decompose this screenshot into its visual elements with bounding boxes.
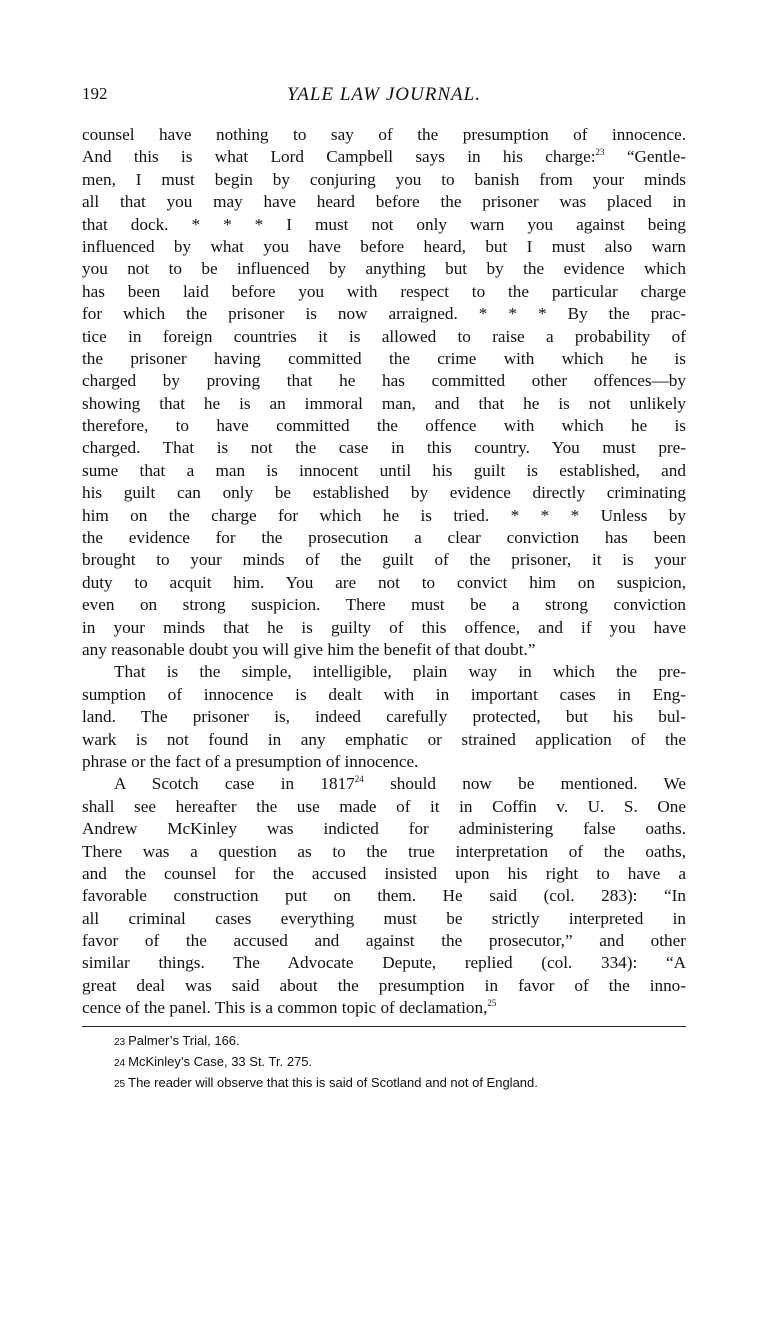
text-line — [82, 863, 686, 885]
text-line — [82, 169, 686, 191]
footnote-number: 24 — [114, 1057, 126, 1069]
page-header — [82, 84, 686, 114]
text-line-content: wark is not found in any emphatic or strained application of the — [82, 729, 686, 749]
text-line — [82, 460, 686, 482]
text-line — [82, 729, 686, 751]
text-line-content: therefore, to have committed the offence with which he is — [82, 416, 686, 436]
text-line-content: showing that he is an immoral man, and that he is not unlikely — [82, 393, 686, 413]
text-line — [82, 348, 686, 370]
footnote-number: 25 — [114, 1078, 126, 1090]
text-line-content: sume that a man is innocent until his guilt is established, and — [82, 460, 686, 480]
text-line-content: similar things. The Advocate Depute, replied (col. 334): “A — [82, 953, 686, 973]
text-line — [82, 751, 686, 773]
text-line-continuation: “Gentle- — [604, 147, 686, 167]
text-line — [82, 549, 686, 571]
text-line — [82, 639, 686, 661]
footnote — [114, 1052, 686, 1073]
text-line — [82, 684, 686, 706]
text-line — [82, 975, 686, 997]
page — [82, 84, 686, 1094]
text-line-content: A Scotch case in 1817 — [114, 774, 355, 794]
footnote-divider — [82, 1026, 686, 1027]
text-line — [82, 773, 686, 795]
text-line — [82, 952, 686, 974]
text-line-content: duty to acquit him. You are not to convict him on suspicion, — [82, 572, 686, 592]
text-line-content: all criminal cases everything must be strictly interpreted in — [82, 908, 686, 928]
text-line — [82, 908, 686, 930]
text-line — [82, 885, 686, 907]
text-line-content: favorable construction put on them. He said (col. 283): “In — [82, 886, 686, 906]
text-line — [82, 617, 686, 639]
text-line — [82, 661, 686, 683]
footnote — [114, 1073, 686, 1094]
text-line-content: influenced by what you have before heard, but I must also warn — [82, 236, 686, 256]
text-line-content: charged. That is not the case in this country. You must pre- — [82, 438, 686, 458]
text-line — [82, 572, 686, 594]
footnote-reference[interactable]: 23 — [595, 147, 605, 158]
text-line-content: And this is what Lord Campbell says in his charge: — [82, 147, 596, 167]
text-line-content: land. The prisoner is, indeed carefully protected, but his bul- — [82, 707, 686, 727]
text-line-continuation: should now be mentioned. We — [363, 774, 686, 794]
text-line — [82, 146, 686, 168]
text-line — [82, 258, 686, 280]
footnote — [114, 1031, 686, 1052]
text-line — [82, 505, 686, 527]
text-line — [82, 303, 686, 325]
footnote-number: 23 — [114, 1036, 126, 1048]
text-line — [82, 415, 686, 437]
text-line-content: and the counsel for the accused insisted upon his right to have a — [82, 863, 686, 883]
text-line-content: great deal was said about the presumption in favor of the inno- — [82, 975, 686, 995]
footnote-text: The reader will observe that this is said of Scotland and not of England. — [128, 1074, 538, 1090]
text-line-content: the prisoner having committed the crime with which he is — [82, 348, 686, 368]
text-line — [82, 236, 686, 258]
text-line — [82, 370, 686, 392]
text-line — [82, 997, 686, 1019]
text-line — [82, 818, 686, 840]
body-text — [82, 124, 686, 1020]
text-line — [82, 841, 686, 863]
text-line — [82, 482, 686, 504]
page-number: 192 — [82, 84, 108, 103]
text-line-content: tice in foreign countries it is allowed to raise a probability of — [82, 326, 686, 346]
text-line — [82, 191, 686, 213]
footnote-text: Palmer’s Trial, 166. — [128, 1032, 240, 1048]
text-line-content: cence of the panel. This is a common topic of declamation, — [82, 998, 488, 1018]
text-line-content: even on strong suspicion. There must be a strong conviction — [82, 595, 686, 615]
text-line — [82, 281, 686, 303]
text-line-content: That is the simple, intelligible, plain way in which the pre- — [114, 662, 686, 682]
text-line-content: his guilt can only be established by evidence directly criminating — [82, 483, 686, 503]
text-line-content: has been laid before you with respect to the particular charge — [82, 281, 686, 301]
footnote-reference[interactable]: 24 — [354, 774, 364, 785]
footnote-reference[interactable]: 25 — [487, 998, 497, 1009]
text-line — [82, 393, 686, 415]
text-line — [82, 437, 686, 459]
text-line — [82, 214, 686, 236]
footnote-text: McKinley’s Case, 33 St. Tr. 275. — [128, 1053, 313, 1069]
text-line-content: sumption of innocence is dealt with in important cases in Eng- — [82, 684, 686, 704]
footnotes — [82, 1031, 686, 1094]
text-line-content: counsel have nothing to say of the presumption of innocence. — [82, 125, 686, 144]
text-line-content: you not to be influenced by anything but by the evidence which — [82, 259, 686, 279]
text-line-content: any reasonable doubt you will give him the benefit of that doubt.” — [82, 639, 536, 659]
text-line-content: charged by proving that he has committed other offences—by — [82, 371, 686, 391]
text-line-content: brought to your minds of the guilt of the prisoner, it is your — [82, 550, 686, 570]
text-line-content: There was a question as to the true interpretation of the oaths, — [82, 841, 686, 861]
text-line-content: Andrew McKinley was indicted for administering false oaths. — [82, 819, 686, 839]
text-line-content: the evidence for the prosecution a clear conviction has been — [82, 528, 686, 548]
text-line-content: that dock. * * * I must not only warn you against being — [82, 214, 686, 234]
text-line — [82, 930, 686, 952]
text-line — [82, 796, 686, 818]
text-line-content: shall see hereafter the use made of it in Coffin v. U. S. One — [82, 796, 686, 816]
text-line-content: for which the prisoner is now arraigned. * * * By the prac- — [82, 304, 686, 324]
text-line-content: men, I must begin by conjuring you to banish from your minds — [82, 169, 686, 189]
text-line-content: in your minds that he is guilty of this offence, and if you have — [82, 617, 686, 637]
text-line — [82, 124, 686, 146]
text-line-content: phrase or the fact of a presumption of innocence. — [82, 751, 419, 771]
text-line — [82, 527, 686, 549]
running-title: YALE LAW JOURNAL. — [287, 84, 481, 105]
text-line — [82, 594, 686, 616]
text-line-content: him on the charge for which he is tried. * * * Unless by — [82, 505, 686, 525]
text-line-content: favor of the accused and against the prosecutor,” and other — [82, 931, 686, 951]
text-line — [82, 706, 686, 728]
text-line-content: all that you may have heard before the prisoner was placed in — [82, 192, 686, 212]
text-line — [82, 326, 686, 348]
